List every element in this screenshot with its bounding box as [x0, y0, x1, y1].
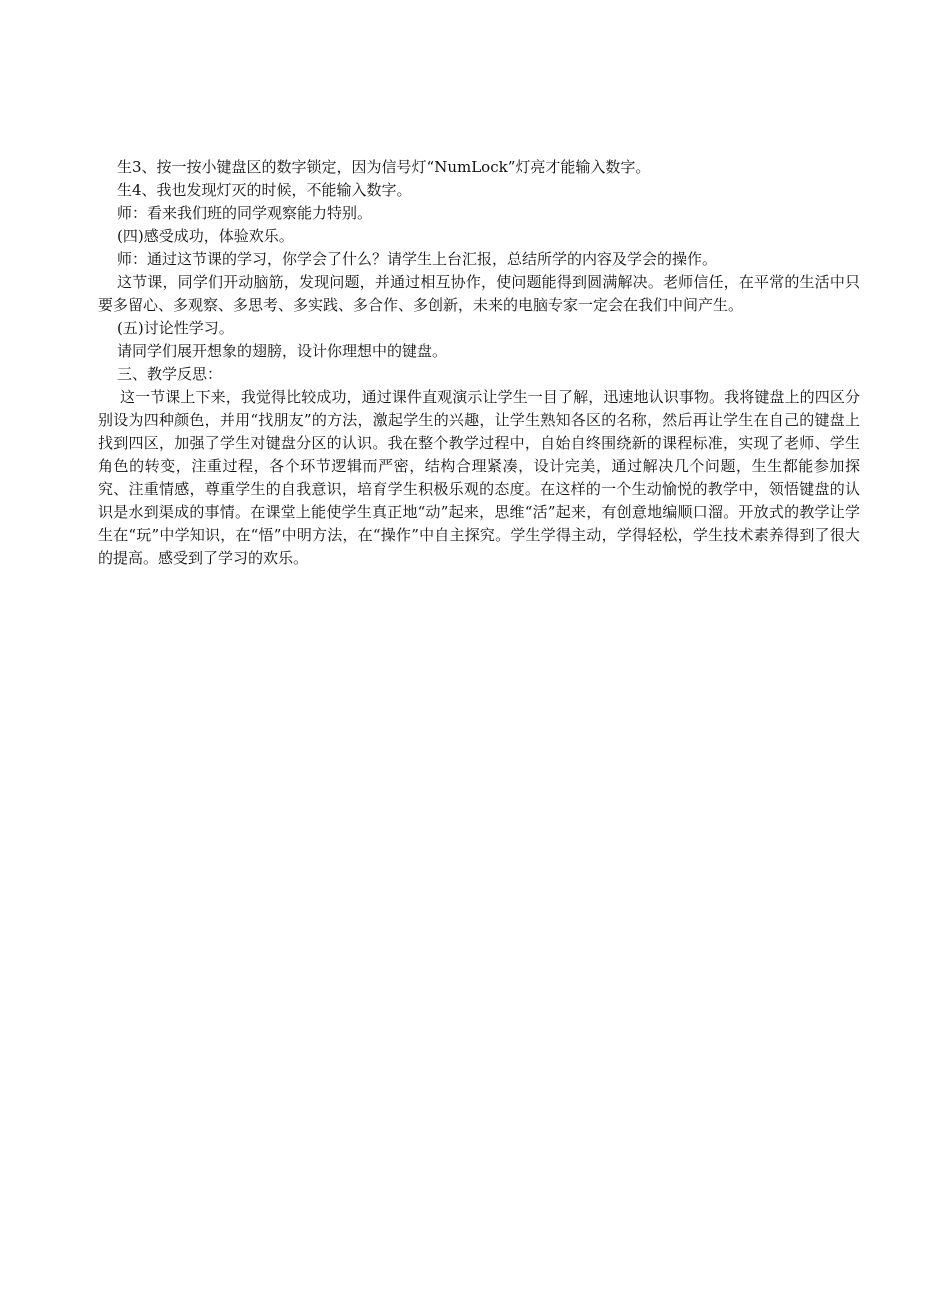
paragraph-student-3: 生3、按一按小键盘区的数字锁定，因为信号灯“NumLock”灯亮才能输入数字。	[117, 158, 651, 176]
document-body	[98, 156, 860, 570]
paragraph-teacher-summary: 师：通过这节课的学习，你学会了什么？请学生上台汇报，总结所学的内容及学会的操作。	[117, 250, 718, 268]
paragraph-reflection: 这一节课上下来，我觉得比较成功，通过课件直观演示让学生一目了解，迅速地认识事物。我将键盘上的四区分别设为四种颜色，并用“找朋友”的方法，激起学生的兴趣，让学生熟知各区的名称，然后再让学生在自己的键盘上找到四区，加强了学生对键盘分区的认识。我在整个教学过程中，自始自终围绕新的课程标准，实现了老师、学生角色的转变，注重过程，各个环节逻辑而严密，结构合理紧凑，设计完美，通过解决几个问题，生生都能参加探究、注重情感，尊重学生的自我意识，培育学生积极乐观的态度。在这样的一个生动愉悦的教学中，领悟键盘的认识是水到渠成的事情。在课堂上能使学生真正地“动”起来，思维“活”起来，有创意地编顺口溜。开放式的教学让学生在“玩”中学知识，在“悟”中明方法，在“操作”中自主探究。学生学得主动，学得轻松，学生技术素养得到了很大的提高。感受到了学习的欢乐。	[98, 388, 860, 567]
section-heading-4: (四)感受成功，体验欢乐。	[117, 227, 294, 245]
paragraph-design-task: 请同学们展开想象的翅膀，设计你理想中的键盘。	[117, 342, 448, 360]
section-heading-reflection: 三、教学反思：	[117, 365, 223, 383]
paragraph-student-4: 生4、我也发现灯灭的时候，不能输入数字。	[117, 181, 412, 199]
section-heading-5: (五)讨论性学习。	[117, 319, 234, 337]
paragraph-teacher-remark: 师：看来我们班的同学观察能力特别。	[117, 204, 373, 222]
paragraph-lesson-conclusion: 这节课，同学们开动脑筋，发现问题，并通过相互协作，使问题能得到圆满解决。老师信任，在平常的生活中只要多留心、多观察、多思考、多实践、多合作、多创新，未来的电脑专家一定会在我们中间产生。	[98, 273, 860, 314]
